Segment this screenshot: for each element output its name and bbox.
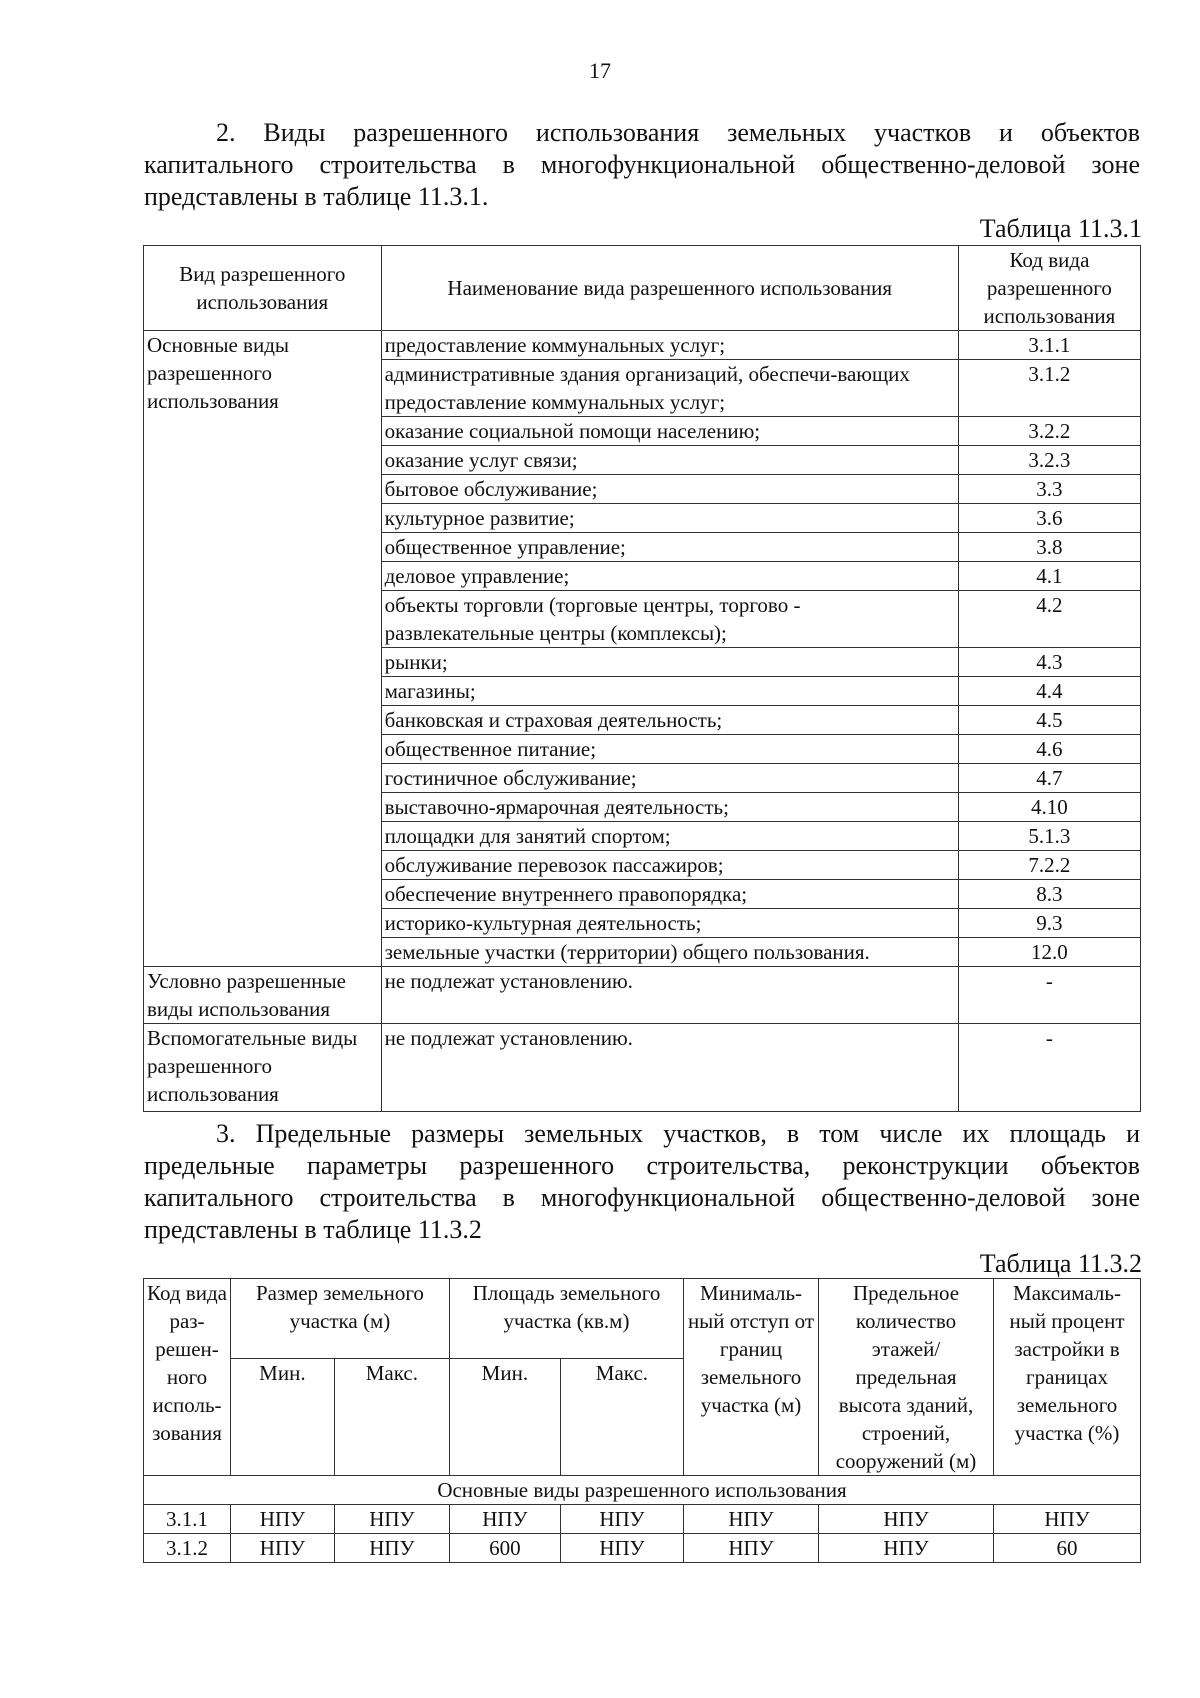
- table2-cell-setback: НПУ: [684, 1534, 819, 1563]
- table2-cell-code: 3.1.2: [144, 1534, 231, 1563]
- table1-use-code: 4.5: [958, 706, 1140, 735]
- table1-use-code: 4.4: [958, 677, 1140, 706]
- table1-use-name: административные здания организаций, обеспечи-вающих предоставление коммунальных услуг;: [381, 360, 958, 417]
- table2-cell-coverage: 60: [994, 1534, 1141, 1563]
- table1-use-code: -: [958, 1024, 1140, 1112]
- table1-body: [144, 331, 1141, 1112]
- table2-header-code: Код вида раз-решен-ного исполь-зования: [144, 1279, 231, 1476]
- table1-use-name: общественное управление;: [381, 533, 958, 562]
- table1-header-type: Вид разрешенного использования: [144, 246, 382, 331]
- table2-row: [144, 1534, 1141, 1563]
- table1-use-name: площадки для занятий спортом;: [381, 822, 958, 851]
- table1-use-code: 3.1.2: [958, 360, 1140, 417]
- table1-use-code: 3.6: [958, 504, 1140, 533]
- table2-cell-floors: НПУ: [819, 1505, 994, 1534]
- table1-use-code: 12.0: [958, 938, 1140, 967]
- table2-header-size-min: Мин.: [231, 1359, 335, 1476]
- table2-cell-size-max: НПУ: [334, 1534, 449, 1563]
- table1-header-code: Код вида разрешенного использования: [958, 246, 1140, 331]
- table1-use-name: земельные участки (территории) общего пользования.: [381, 938, 958, 967]
- table2-header-size-max: Макс.: [334, 1359, 449, 1476]
- table2-cell-area-min: НПУ: [449, 1505, 560, 1534]
- table1-use-code: 7.2.2: [958, 851, 1140, 880]
- table1-row: [144, 967, 1141, 1024]
- table1-use-code: 3.3: [958, 475, 1140, 504]
- table2-caption: Таблица 11.3.2: [979, 1249, 1142, 1278]
- paragraph-types-of-use: 2. Виды разрешенного использования земельных участков и объектов капитального строительства в многофункциональной общественно-деловой зоне представлены в таблице 11.3.1.: [144, 118, 1140, 211]
- table2-section-main: Основные виды разрешенного использования: [144, 1476, 1141, 1505]
- table1-use-name: обслуживание перевозок пассажиров;: [381, 851, 958, 880]
- table1-use-code: 3.2.2: [958, 417, 1140, 446]
- table1-use-name: не подлежат установлению.: [381, 1024, 958, 1112]
- table2-cell-size-min: НПУ: [231, 1505, 335, 1534]
- table1-use-code: 8.3: [958, 880, 1140, 909]
- table2-header-area-min: Мин.: [449, 1359, 560, 1476]
- table1-use-name: выставочно-ярмарочная деятельность;: [381, 793, 958, 822]
- table1-use-name: общественное питание;: [381, 735, 958, 764]
- table1-use-code: 5.1.3: [958, 822, 1140, 851]
- table1-use-code: -: [958, 967, 1140, 1024]
- table1-use-code: 4.6: [958, 735, 1140, 764]
- table2-header-coverage: Максималь-ный процент застройки в границах земельного участка (%): [994, 1279, 1141, 1476]
- table1-group-auxiliary: Вспомогательные виды разрешенного использования: [144, 1024, 382, 1112]
- paragraph-size-limits: 3. Предельные размеры земельных участков, в том числе их площадь и предельные параметры разрешенного строительства, реконструкции объектов капитального строительства в многофункциональной общественно-деловой зоне представлены в таблице 11.3.2: [144, 1119, 1140, 1244]
- table1-use-code: 9.3: [958, 909, 1140, 938]
- table1-use-name: обеспечение внутреннего правопорядка;: [381, 880, 958, 909]
- table1-row: [144, 1024, 1141, 1112]
- table1-use-name: рынки;: [381, 648, 958, 677]
- table2-header-area-max: Макс.: [560, 1359, 683, 1476]
- table2-cell-size-min: НПУ: [231, 1534, 335, 1563]
- table1-use-name: магазины;: [381, 677, 958, 706]
- table1-use-code: 3.8: [958, 533, 1140, 562]
- table2-header-floors: Предельное количество этажей/ предельная высота зданий, строений, сооружений (м): [819, 1279, 994, 1476]
- table1-use-name: историко-культурная деятельность;: [381, 909, 958, 938]
- table2-row: [144, 1505, 1141, 1534]
- table2-cell-area-max: НПУ: [560, 1534, 683, 1563]
- table1-group-main: Основные виды разрешенного использования: [144, 331, 382, 967]
- table1-use-name: не подлежат установлению.: [381, 967, 958, 1024]
- table1-caption: Таблица 11.3.1: [979, 214, 1142, 243]
- table1-use-code: 4.3: [958, 648, 1140, 677]
- table1-use-code: 3.2.3: [958, 446, 1140, 475]
- table-size-limits: [143, 1278, 1141, 1563]
- table1-use-code: 4.7: [958, 764, 1140, 793]
- table2-header-size: Размер земельного участка (м): [231, 1279, 450, 1359]
- table2-cell-code: 3.1.1: [144, 1505, 231, 1534]
- table1-use-name: предоставление коммунальных услуг;: [381, 331, 958, 360]
- table2-header-setback: Минималь-ный отступ от границ земельного участка (м): [684, 1279, 819, 1476]
- table1-use-name: деловое управление;: [381, 562, 958, 591]
- table1-use-name: гостиничное обслуживание;: [381, 764, 958, 793]
- table1-group-conditional: Условно разрешенные виды использования: [144, 967, 382, 1024]
- table2-cell-coverage: НПУ: [994, 1505, 1141, 1534]
- table2-cell-area-max: НПУ: [560, 1505, 683, 1534]
- table1-use-name: банковская и страховая деятельность;: [381, 706, 958, 735]
- table2-header-area: Площадь земельного участка (кв.м): [449, 1279, 683, 1359]
- table2-cell-area-min: 600: [449, 1534, 560, 1563]
- page-number: 17: [589, 58, 611, 83]
- table1-use-name: объекты торговли (торговые центры, торгово - развлекательные центры (комплексы);: [381, 591, 958, 648]
- table1-use-name: оказание социальной помощи населению;: [381, 417, 958, 446]
- table1-row: [144, 331, 1141, 360]
- table-permitted-uses: [143, 245, 1141, 1112]
- table2-cell-size-max: НПУ: [334, 1505, 449, 1534]
- table2-body: [144, 1476, 1141, 1563]
- table1-use-name: оказание услуг связи;: [381, 446, 958, 475]
- table1-header-name: Наименование вида разрешенного использования: [381, 246, 958, 331]
- table1-use-code: 4.2: [958, 591, 1140, 648]
- table2-cell-setback: НПУ: [684, 1505, 819, 1534]
- table1-use-name: бытовое обслуживание;: [381, 475, 958, 504]
- table1-use-code: 4.10: [958, 793, 1140, 822]
- table1-use-code: 3.1.1: [958, 331, 1140, 360]
- table1-use-name: культурное развитие;: [381, 504, 958, 533]
- table2-cell-floors: НПУ: [819, 1534, 994, 1563]
- table1-use-code: 4.1: [958, 562, 1140, 591]
